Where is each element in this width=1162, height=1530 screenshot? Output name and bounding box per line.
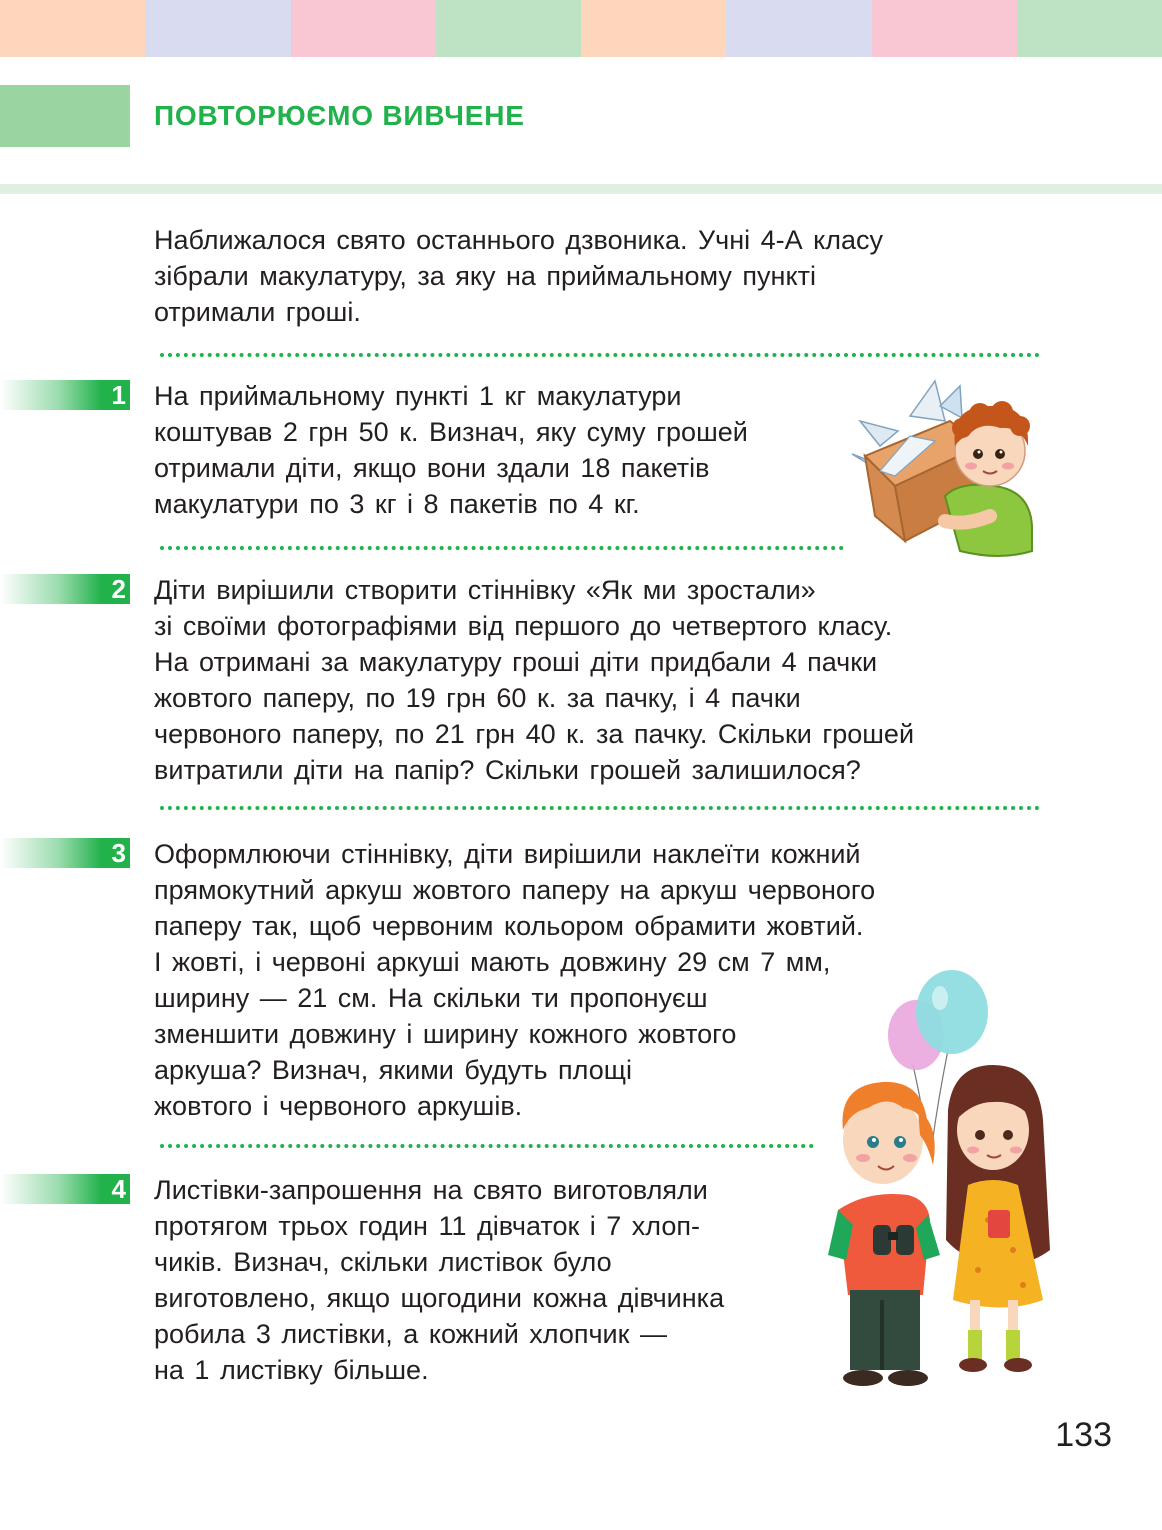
dotted-separator: [160, 806, 1040, 810]
task-line: коштував 2 грн 50 к. Визнач, яку суму грошей: [154, 417, 748, 447]
stripe: [0, 0, 145, 57]
task-4-text: [154, 1172, 724, 1388]
task-number: 3: [111, 838, 126, 868]
dotted-separator: [160, 353, 1040, 357]
task-number-tab-4: [0, 1174, 130, 1204]
task-line: зі своїми фотографіями від першого до четвертого класу.: [154, 611, 893, 641]
task-line: Оформлюючи стіннівку, діти вирішили наклеїти кожний: [154, 839, 861, 869]
task-line: На отримані за макулатуру гроші діти придбали 4 пачки: [154, 647, 878, 677]
boy-with-box-illustration: [850, 376, 1040, 572]
task-line: ширину — 21 см. На скільки ти пропонуєш: [154, 983, 708, 1013]
section-header-block: [0, 85, 130, 147]
task-line: витратили діти на папір? Скільки грошей залишилося?: [154, 755, 861, 785]
task-1-text: [154, 378, 748, 522]
task-line: на 1 листівку більше.: [154, 1355, 429, 1385]
stripe: [291, 0, 436, 57]
task-line: прямокутний аркуш жовтого паперу на аркуш червоного: [154, 875, 876, 905]
stripe: [726, 0, 871, 57]
stripe: [581, 0, 726, 57]
intro-line: отримали гроші.: [154, 297, 361, 327]
task-3-text: [154, 836, 875, 1124]
stripe: [872, 0, 1017, 57]
task-line: Листівки-запрошення на свято виготовляли: [154, 1175, 708, 1205]
task-line: макулатури по 3 кг і 8 пакетів по 4 кг.: [154, 489, 640, 519]
kids-with-balloons-illustration: [828, 970, 1058, 1390]
task-line: жовтого і червоного аркушів.: [154, 1091, 523, 1121]
task-number: 4: [111, 1174, 126, 1204]
intro-line: Наближалося свято останнього дзвоника. Учні 4-А класу: [154, 225, 884, 255]
intro-line: зібрали макулатуру, за яку на приймальному пункті: [154, 261, 816, 291]
task-line: виготовлено, якщо щогодини кожна дівчинка: [154, 1283, 725, 1313]
task-line: паперу так, щоб червоним кольором обрамити жовтий.: [154, 911, 864, 941]
task-number-tab-3: [0, 838, 130, 868]
task-line: отримали діти, якщо вони здали 18 пакетів: [154, 453, 710, 483]
page-number: 133: [1055, 1416, 1112, 1454]
task-line: зменшити довжину і ширину кожного жовтого: [154, 1019, 737, 1049]
top-color-stripes: [0, 0, 1162, 57]
dotted-separator: [160, 1144, 814, 1148]
task-line: протягом трьох годин 11 дівчаток і 7 хлоп-: [154, 1211, 700, 1241]
task-line: Діти вирішили створити стіннівку «Як ми зростали»: [154, 575, 816, 605]
task-number-tab-2: [0, 574, 130, 604]
stripe: [436, 0, 581, 57]
task-number-tab-1: [0, 380, 130, 410]
task-number: 2: [111, 574, 126, 604]
task-line: робила 3 листівки, а кожний хлопчик —: [154, 1319, 667, 1349]
task-line: чиків. Визнач, скільки листівок було: [154, 1247, 612, 1277]
task-2-text: [154, 572, 914, 788]
task-line: І жовті, і червоні аркуші мають довжину 29 см 7 мм,: [154, 947, 831, 977]
stripe: [145, 0, 290, 57]
section-title: ПОВТОРЮЄМО ВИВЧЕНЕ: [154, 100, 525, 131]
task-number: 1: [111, 380, 126, 410]
intro-paragraph: [154, 222, 883, 330]
dotted-separator: [160, 546, 844, 550]
task-line: На приймальному пункті 1 кг макулатури: [154, 381, 682, 411]
header-divider: [0, 184, 1162, 194]
task-line: жовтого паперу, по 19 грн 60 к. за пачку, і 4 пачки: [154, 683, 801, 713]
task-line: червоного паперу, по 21 грн 40 к. за пачку. Скільки грошей: [154, 719, 915, 749]
stripe: [1017, 0, 1162, 57]
task-line: аркуша? Визнач, якими будуть площі: [154, 1055, 632, 1085]
